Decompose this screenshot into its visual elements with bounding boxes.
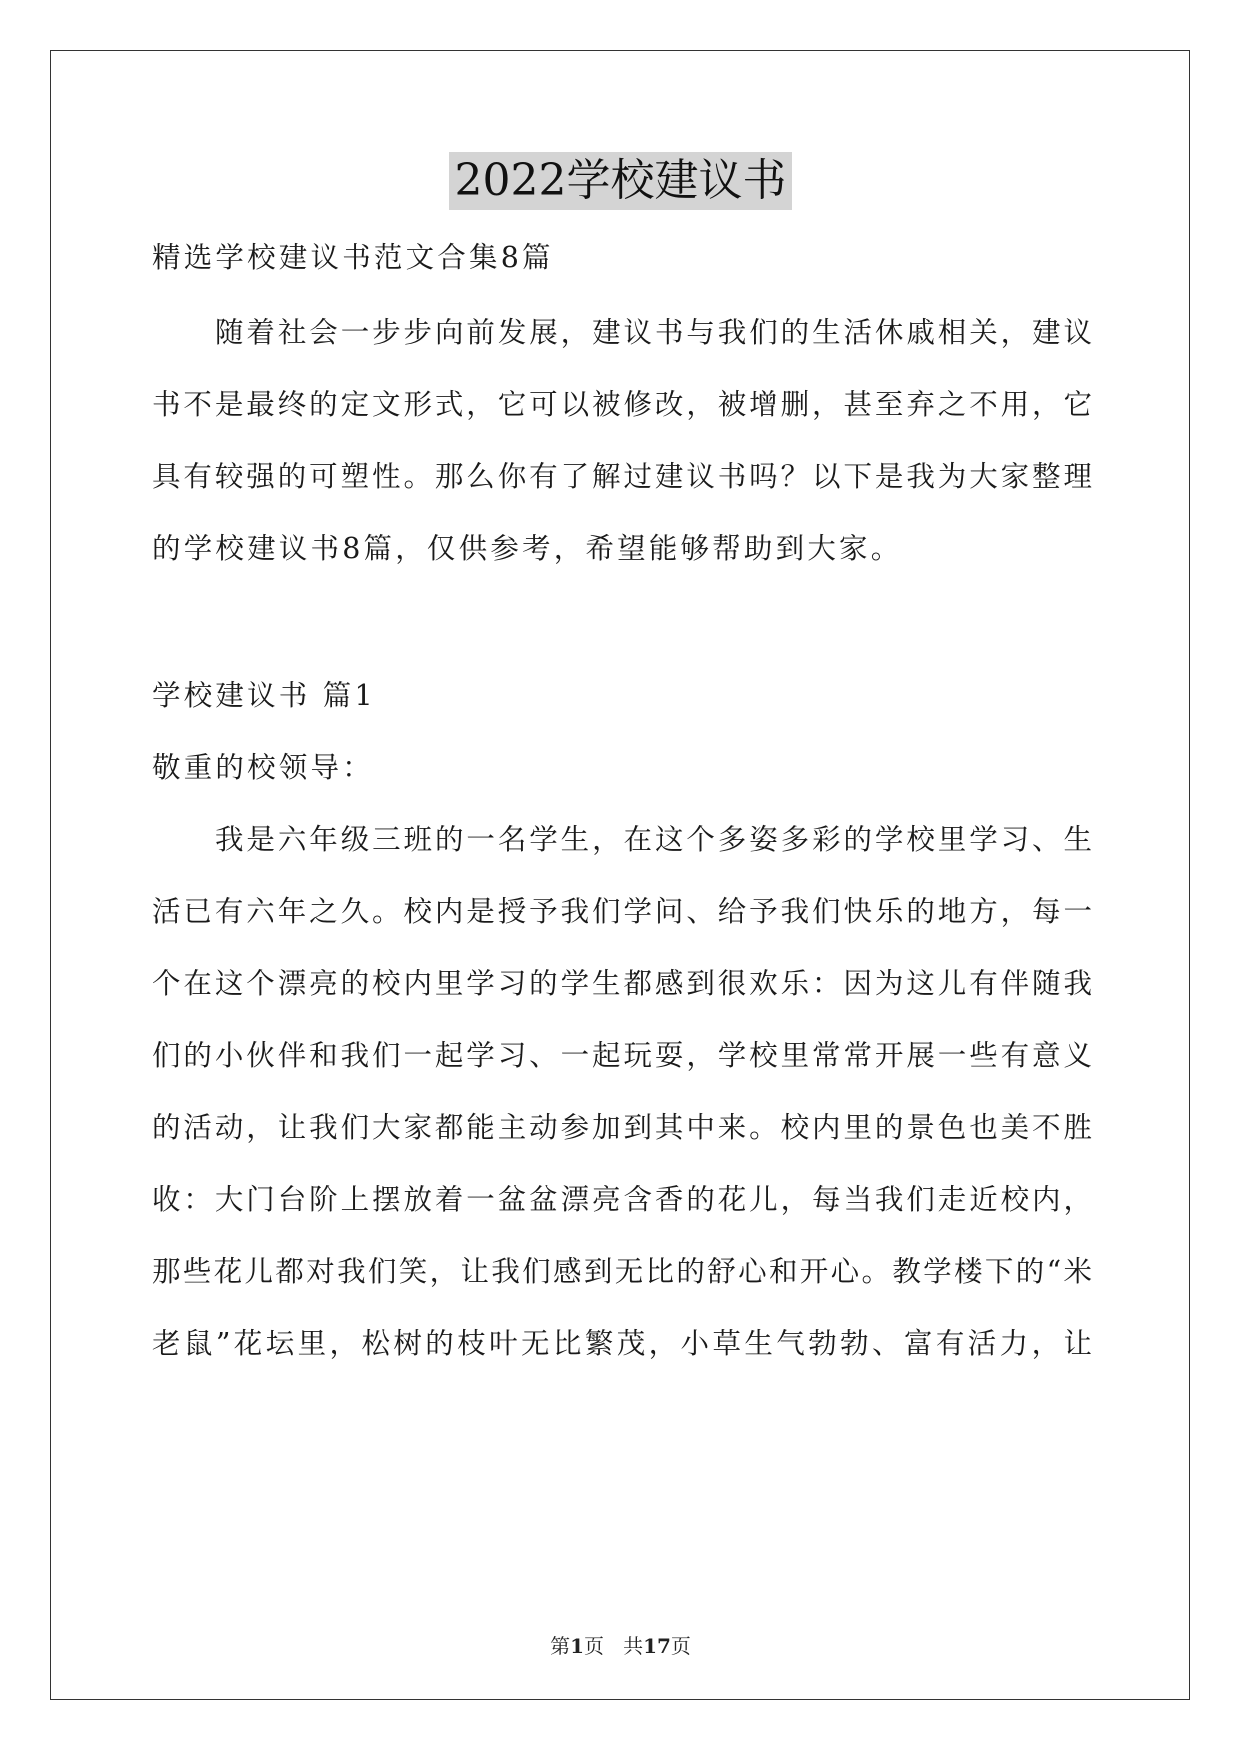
total-suffix: 页 [670, 1634, 691, 1658]
body-line-7: 那些花儿都对我们笑，让我们感到无比的舒心和开心。教学楼下的“米 [152, 1255, 1092, 1288]
section-heading: 学校建议书 篇1 [152, 679, 376, 712]
total-pages: 17 [643, 1634, 671, 1658]
subtitle: 精选学校建议书范文合集8篇 [152, 241, 554, 274]
total-prefix: 共 [623, 1634, 644, 1658]
salutation: 敬重的校领导： [152, 751, 374, 784]
title-container [0, 152, 1241, 210]
document-title: 2022学校建议书 [449, 152, 793, 210]
body-line-5: 的活动，让我们大家都能主动参加到其中来。校内里的景色也美不胜 [152, 1111, 1092, 1144]
intro-line-2: 书不是最终的定文形式，它可以被修改，被增删，甚至弃之不用，它 [152, 388, 1092, 421]
body-line-2: 活已有六年之久。校内是授予我们学问、给予我们快乐的地方，每一 [152, 895, 1092, 928]
body-line-4: 们的小伙伴和我们一起学习、一起玩耍，学校里常常开展一些有意义 [152, 1039, 1092, 1072]
page-suffix: 页 [584, 1634, 604, 1658]
page-number: 1 [570, 1634, 584, 1658]
intro-line-3: 具有较强的可塑性。那么你有了解过建议书吗？以下是我为大家整理 [152, 460, 1092, 493]
page-prefix: 第 [550, 1634, 571, 1658]
page-border [50, 50, 1190, 1700]
body-line-6: 收：大门台阶上摆放着一盆盆漂亮含香的花儿，每当我们走近校内， [152, 1183, 1092, 1216]
intro-line-4: 的学校建议书8篇，仅供参考，希望能够帮助到大家。 [152, 532, 903, 565]
body-line-3: 个在这个漂亮的校内里学习的学生都感到很欢乐：因为这儿有伴随我 [152, 967, 1092, 1000]
intro-line-1: 随着社会一步步向前发展，建议书与我们的生活休戚相关，建议 [215, 316, 1092, 349]
body-line-8: 老鼠”花坛里，松树的枝叶无比繁茂，小草生气勃勃、富有活力，让 [152, 1327, 1092, 1360]
page-footer [0, 1630, 1241, 1659]
body-line-1: 我是六年级三班的一名学生，在这个多姿多彩的学校里学习、生 [215, 823, 1092, 856]
